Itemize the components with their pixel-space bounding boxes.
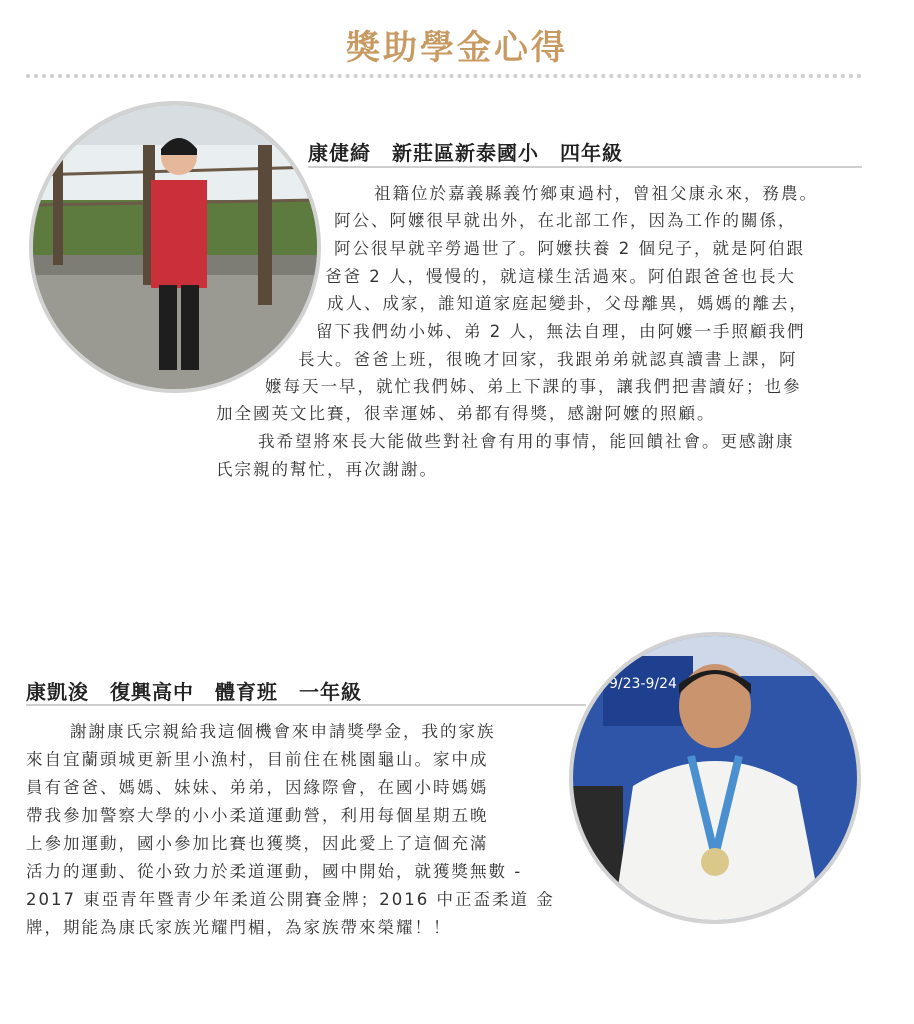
student-2-essay-line: 謝謝康氏宗親給我這個機會來申請獎學金，我的家族 <box>70 722 496 741</box>
student-1-heading: 康倢綺 新莊區新泰國小 四年級 <box>308 141 623 165</box>
student-1-essay-line: 我希望將來長大能做些對社會有用的事情，能回饋社會。更感謝康 <box>258 432 795 451</box>
student-2-essay-line: 活力的運動、從小致力於柔道運動，國中開始，就獲獎無數 - <box>26 862 523 881</box>
student-1-essay-line: 留下我們幼小姊、弟 2 人，無法自理，由阿嬤一手照顧我們 <box>316 322 806 341</box>
dotted-divider <box>26 74 862 78</box>
student-1-essay-line: 長大。爸爸上班，很晚才回家，我跟弟弟就認真讀書上課，阿 <box>298 350 798 369</box>
student-2-heading: 康凱浚 復興高中 體育班 一年級 <box>26 680 362 704</box>
student-2-essay-line: 帶我參加警察大學的小小柔道運動營，利用每個星期五晚 <box>26 806 489 825</box>
student-1-essay-line: 爸爸 2 人，慢慢的，就這樣生活過來。阿伯跟爸爸也長大 <box>325 267 796 286</box>
student-2-essay-line: 來自宜蘭頭城更新里小漁村，目前住在桃園龜山。家中成 <box>26 750 489 769</box>
student-1-essay-line: 加全國英文比賽，很幸運姊、弟都有得獎，感謝阿嬤的照顧。 <box>216 404 716 423</box>
student-1-essay-line: 成人、成家，誰知道家庭起變卦，父母離異，媽媽的離去， <box>327 294 808 313</box>
student-1-essay-line: 阿公、阿嬤很早就出外，在北部工作，因為工作的關係， <box>334 211 797 230</box>
student-1-essay-line: 氏宗親的幫忙，再次謝謝。 <box>216 460 438 479</box>
student-2-essay-line: 上參加運動，國小參加比賽也獲獎，因此愛上了這個充滿 <box>26 834 489 853</box>
student-1-essay-line: 阿公很早就辛勞過世了。阿嬤扶養 2 個兒子，就是阿伯跟 <box>334 239 805 258</box>
student-1-essay-line: 嬤每天一早，就忙我們姊、弟上下課的事，讓我們把書讀好；也參 <box>265 377 802 396</box>
student-1-essay-line: 祖籍位於嘉義縣義竹鄉東過村，曾祖父康永來，務農。 <box>374 184 818 203</box>
student-1-heading-rule <box>308 166 862 168</box>
student-2-heading-rule <box>26 704 586 706</box>
student-2-essay-line: 2017 東亞青年暨青少年柔道公開賽金牌；2016 中正盃柔道 金 <box>26 890 555 909</box>
student-2-photo <box>569 632 861 924</box>
photo-banner-text: 9/23-9/24 <box>609 676 677 692</box>
student-2-essay-line: 牌，期能為康氏家族光耀門楣，為家族帶來榮耀！！ <box>26 918 452 937</box>
student-1-photo <box>29 101 321 393</box>
student-2-essay-line: 員有爸爸、媽媽、妹妹、弟弟，因緣際會，在國小時媽媽 <box>26 778 489 797</box>
page-title: 獎助學金心得 <box>346 28 568 68</box>
